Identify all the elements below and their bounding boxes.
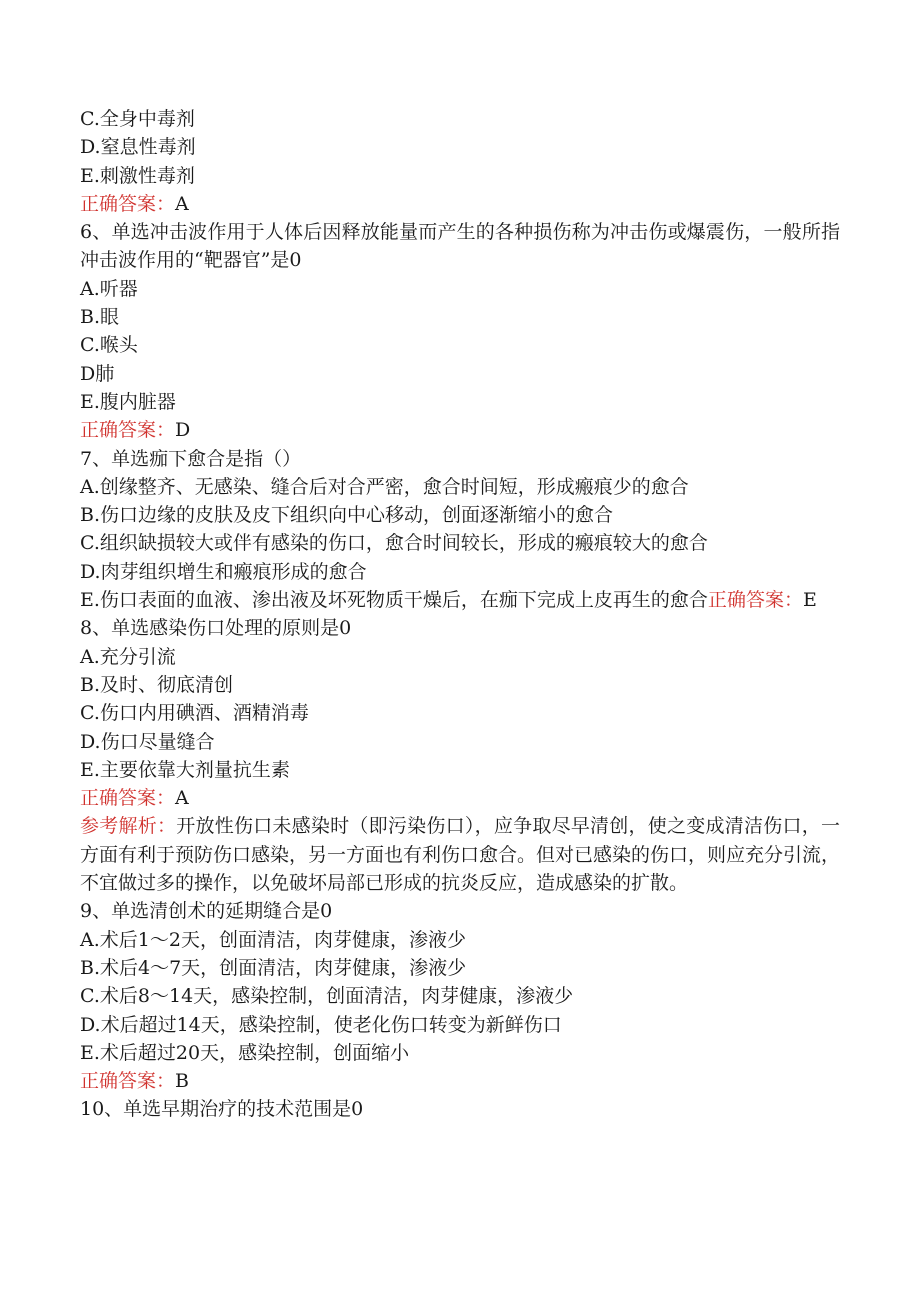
answer-label: 正确答案： [80, 1070, 176, 1093]
analysis-text: 开放性伤口未感染时（即污染伤口），应争取尽早清创，使之变成清洁伤口，一方面有利于预防伤口感染，另一方面也有利伤口愈合。但对已感染的伤口，则应充分引流，不宜做过多的操作，以免破坏局部已形成的抗炎反应，造成感染的扩散。 [80, 815, 841, 895]
q8-option-b: B.及时、彻底清创 [80, 673, 234, 696]
q8-option-a: A.充分引流 [80, 645, 176, 668]
q9-option-b: B.术后4～7天，创面清洁，肉芽健康，渗液少 [80, 956, 467, 979]
answer-value: A [175, 192, 189, 215]
q7-option-c: C.组织缺损较大或伴有感染的伤口，愈合时间较长，形成的瘢痕较大的愈合 [80, 532, 708, 555]
q8-option-d: D.伤口尽量缝合 [80, 730, 215, 753]
q9-option-d: D.术后超过14天，感染控制，使老化伤口转变为新鲜伤口 [80, 1013, 562, 1036]
q7-option-b: B.伤口边缘的皮肤及皮下组织向中心移动，创面逐渐缩小的愈合 [80, 504, 614, 527]
q9-answer [80, 1067, 840, 1095]
q7-option-a: A.创缘整齐、无感染、缝合后对合严密，愈合时间短，形成瘢痕少的愈合 [80, 475, 689, 498]
q9-option-c: C.术后8～14天，感染控制，创面清洁，肉芽健康，渗液少 [80, 985, 574, 1008]
q10-stem: 10、单选早期治疗的技术范围是0 [80, 1098, 364, 1121]
answer-label: 正确答案： [80, 192, 176, 215]
q5-option-d: D.窒息性毒剂 [80, 136, 196, 159]
q7-stem: 7、单选痂下愈合是指（） [80, 447, 302, 470]
q8-option-c: C.伤口内用碘酒、酒精消毒 [80, 702, 309, 725]
q5-option-e: E.刺激性毒剂 [80, 164, 195, 187]
q7-option-e-with-answer [80, 586, 840, 614]
q6-option-c: C.喉头 [80, 334, 138, 357]
analysis-label: 参考解析： [80, 815, 177, 838]
document-page [80, 105, 840, 1124]
q8-stem: 8、单选感染伤口处理的原则是0 [80, 617, 352, 640]
q6-stem: 6、单选冲击波作用于人体后因释放能量而产生的各种损伤称为冲击伤或爆震伤，一般所指冲击波作用的“靶器官”是0 [80, 221, 840, 272]
q9-option-a: A.术后1～2天，创面清洁，肉芽健康，渗液少 [80, 928, 466, 951]
answer-value: B [175, 1070, 189, 1093]
answer-value: E [802, 589, 817, 612]
q8-answer [80, 784, 840, 812]
q7-option-e: E.伤口表面的血液、渗出液及坏死物质干燥后，在痂下完成上皮再生的愈合 [80, 589, 708, 612]
q6-option-e: E.腹内脏器 [80, 390, 176, 413]
q6-option-d: D肺 [80, 362, 115, 385]
q8-option-e: E.主要依靠大剂量抗生素 [80, 758, 290, 781]
answer-value: D [175, 419, 191, 442]
q6-option-a: A.听器 [80, 277, 138, 300]
q5-option-c: C.全身中毒剂 [80, 108, 195, 130]
q7-option-d: D.肉芽组织增生和瘢痕形成的愈合 [80, 560, 367, 583]
q9-option-e: E.术后超过20天，感染控制，创面缩小 [80, 1041, 410, 1064]
q6-answer [80, 416, 840, 444]
answer-label-part2: 确答案： [726, 589, 803, 612]
answer-value: A [175, 787, 189, 810]
q5-answer [80, 190, 840, 218]
answer-label-part1: 正 [707, 589, 727, 612]
q9-stem: 9、单选清创术的延期缝合是0 [80, 900, 333, 923]
answer-label: 正确答案： [80, 419, 176, 442]
q8-analysis [80, 812, 840, 897]
q6-option-b: B.眼 [80, 306, 120, 329]
answer-label: 正确答案： [80, 787, 176, 810]
